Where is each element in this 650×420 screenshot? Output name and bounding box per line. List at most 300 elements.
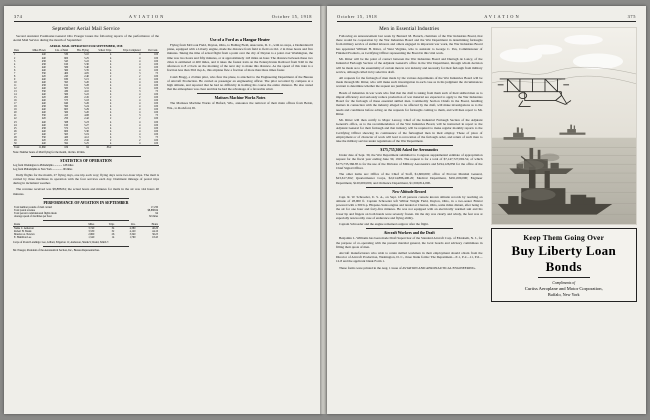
- table-cell: 4: [139, 126, 141, 130]
- table-cell: 100: [154, 123, 158, 127]
- table-cell: 588: [64, 120, 69, 124]
- table-cell: 100: [154, 120, 158, 124]
- article-headline-ford-hangar-heater: Use of a Ford as a Hangar Heater: [209, 37, 271, 42]
- table-cell: 440: [41, 108, 46, 112]
- table-caption: AERIAL MAIL OPERATION FOR SEPTEMBER, 1918: [49, 44, 123, 49]
- table-cell: 438: [41, 59, 46, 63]
- table-cell: 100: [154, 65, 158, 69]
- table-cell: 2: [110, 117, 112, 121]
- table-cell: 420: [64, 135, 69, 139]
- table-cell: 44.10: [152, 230, 158, 234]
- table-cell: 3: [139, 135, 141, 139]
- table-cell: 100: [154, 105, 158, 109]
- table-cell: 2: [110, 96, 112, 100]
- table-cell: 4: [110, 123, 112, 127]
- article-headline-essential-industries: Men in Essential Industries: [379, 27, 440, 32]
- table-header-cell: Lbs.: [115, 223, 136, 227]
- table-cell: 4,380: [129, 226, 136, 230]
- table-cell: 3,530: [88, 230, 95, 234]
- table-cell: 4: [110, 102, 112, 106]
- table-cell: 23: [14, 120, 17, 124]
- table-cell: 5.28: [84, 83, 89, 87]
- table-cell: 5.10: [84, 53, 89, 57]
- table-cell: 4: [139, 105, 141, 109]
- table-cell: 27: [14, 132, 17, 136]
- table-cell: 3: [139, 114, 141, 118]
- table-cell: 580: [64, 65, 69, 69]
- table-cell: 438: [41, 83, 46, 87]
- table-cell: 2.44: [84, 138, 89, 142]
- table-cell: 12: [14, 87, 17, 90]
- paragraph: The other items are: Office of the Chief of Staff, $1,600,000; office of Provost Marshal General, $23,617,362; Quartermaster Corps, $2,014,886,400.20; Medical Department, $291,000,000; Engineer Department, $120,000,000, and Ordnance Department, $1,569,814,000.: [336, 172, 483, 185]
- table-cell: 5.25: [84, 56, 89, 60]
- table-cell: 14: [14, 93, 17, 97]
- table-cell: 28: [14, 135, 17, 139]
- table-cell: 17,230: [150, 205, 158, 209]
- th-date: Date: [13, 49, 24, 53]
- table-cell: 440: [41, 77, 46, 81]
- divider: [43, 246, 129, 247]
- right-running-title: AVIATION: [484, 14, 521, 19]
- table-cell: 4: [110, 83, 112, 87]
- th-miles: Miles Flown: [24, 49, 47, 53]
- table-cell: 440: [41, 99, 46, 103]
- table-header-cell: Trips: [95, 223, 115, 227]
- left-running-head: [4, 14, 322, 19]
- table-cell: Total percent commissioned flights made: [14, 211, 57, 215]
- divider: [31, 156, 141, 157]
- table-cell: 4: [139, 83, 141, 87]
- table-cell: 530: [64, 53, 69, 57]
- table-cell: 430: [64, 90, 69, 94]
- table-cell: 330: [41, 90, 46, 94]
- table-cell: 438: [41, 126, 46, 130]
- table-cell: 4: [110, 120, 112, 124]
- paragraph: Aircraft manufacturers who wish to retain skilled workmen in their employment should obtain from the Director of Aircraft Production, Washington, D. C., three blank forms: The Department—P-1, P-2—11, P-6—12-8 and the applicant blank Form 1.: [336, 250, 483, 264]
- table-cell: 36.25: [152, 233, 158, 237]
- table-cell: 109: [64, 145, 69, 149]
- table-cell: 5.23: [84, 120, 89, 124]
- table-cell: 600: [64, 56, 69, 60]
- th-sched: Sched. Trips: [90, 49, 112, 53]
- table-cell: 20: [14, 111, 17, 115]
- table-cell: 100: [154, 132, 158, 136]
- table-cell: 1,540: [88, 236, 95, 240]
- table-cell: 400: [64, 71, 69, 75]
- th-completed: Trips Completed: [112, 49, 141, 53]
- aerial-mail-table: [13, 49, 159, 149]
- table-cell: 5.21: [84, 126, 89, 130]
- table-cell: 100: [154, 141, 158, 145]
- th-percent: Per Cent.: [141, 49, 159, 53]
- th-hours: Hrs. Flying: [69, 49, 90, 53]
- paragraph: All requests for the furlough of men made by the various departments of the War Industries Board will be made through Mr. Ritter, who will make such investigation in each case as in his judgment the circumstances warrant to determine whether the request are justified.: [336, 75, 483, 89]
- table-cell: 2.45: [84, 96, 89, 100]
- table-cell: 4: [139, 129, 141, 133]
- table-cell: 5.26: [84, 102, 89, 106]
- right-page: [327, 6, 646, 414]
- left-columns: [13, 27, 313, 408]
- table-cell: 630: [64, 77, 69, 81]
- table-cell: 30: [14, 141, 17, 145]
- table-cell: 440: [41, 141, 46, 145]
- table-cell: 565: [64, 132, 69, 136]
- table-cell: 4: [110, 93, 112, 97]
- table-cell: 5.30: [84, 62, 89, 66]
- paragraph: Under date of Sept. 30, the War Department submitted to Congress supplemental estimate of appropriation request for the fiscal year ending June 30, 1919. The request is for a total of $7,147,727,092.52, of which $175,735,366.85 is for the use of the Division of Military Aeronautics and $194,126,856 for the office of the Chief Signal Officer.: [336, 153, 483, 170]
- divider: [43, 198, 129, 199]
- table-cell: 4.12: [84, 135, 89, 139]
- stat-line: Log from Philadelphia to New York ............... 90 miles: [13, 168, 73, 172]
- table-cell: 16: [14, 99, 17, 103]
- ad-divider: [538, 277, 591, 278]
- left-issue-date: October 15, 1918: [271, 14, 312, 19]
- table-cell: 610: [64, 123, 69, 127]
- table-cell: 4: [139, 68, 141, 72]
- table-cell: 4: [110, 141, 112, 145]
- right-folio: 375: [627, 14, 636, 19]
- table-cell: 5.18: [84, 99, 89, 103]
- table-cell: 100: [154, 62, 158, 66]
- table-cell: 4: [110, 77, 112, 81]
- table-cell: 220: [41, 117, 46, 121]
- table-cell: 4: [139, 132, 141, 136]
- subhead-aircraft-workers-draft: Aircraft Workers and the Draft: [383, 231, 435, 236]
- table-cell: 4: [110, 62, 112, 66]
- table-header-cell: Miles: [74, 223, 95, 227]
- table-cell: 3,740: [88, 226, 95, 230]
- ad-advertiser-name: Curtiss Aeroplane and Motor Corporation,: [524, 286, 603, 291]
- table-cell: 4.05: [84, 71, 89, 75]
- table-cell: 4: [139, 87, 141, 90]
- left-head-rule: [14, 21, 312, 22]
- paragraph: Daily flights for the month, 27 flying days, one trip each way; flying days were two-hour trips. The mail is carried by three machines in operation with the four services each day. Dominant mileage of postal trips during in inclement weather.: [13, 172, 159, 186]
- table-cell: 245: [64, 74, 69, 78]
- table-cell: 2: [139, 138, 141, 142]
- table-cell: 5.35: [84, 68, 89, 72]
- table-cell: 4: [139, 108, 141, 112]
- table-note: Note: Number hours of Mail flying for the month, 144 hrs. 40 min.: [13, 150, 86, 154]
- table-cell: 5.29: [84, 108, 89, 112]
- table-cell: 1: [14, 53, 16, 57]
- right-head-rule: [337, 21, 636, 22]
- paragraph: Flying from McCook Field, Dayton, Ohio, to Bolling Field, Anacostia, D. C., with no stops, a Dedierdand 6 plane, equipped with a Liberty engine, made the distance from field to field on Oct. 2 in three hours and five minutes. Taking the time of actual flight from a point over the city of Dayton to a point over Washington, the time was two hours and fifty minutes, or at approximately 143 miles an hour. The distance between these two cities is estimated at 400 miles, and it takes the fastest train on the Pennsylvania Railroad from 9:40 in the afternoon to 8 o'clock on the morning of the next day to make this distance. As the speed of this train is a fraction less than 39.6 m.p.h., this airplane flew a fraction of more than three times faster.: [167, 43, 313, 73]
- illustration-artwork: [492, 28, 637, 224]
- table-cell: 9: [14, 77, 16, 81]
- table-cell: 15: [14, 96, 17, 100]
- table-cell: 260: [64, 96, 69, 100]
- table-cell: 1,790: [129, 236, 136, 240]
- table-cell: 595: [64, 80, 69, 84]
- table-cell: 2: [139, 74, 141, 78]
- table-cell: 100: [154, 108, 158, 112]
- table-cell: 590: [64, 105, 69, 109]
- table-cell: $8,888.84: [147, 208, 158, 212]
- ad-line-3: Compliments of: [552, 281, 576, 285]
- table-cell: 11: [14, 83, 17, 87]
- table-cell: E. Hamilton Lee: [14, 236, 32, 240]
- table-cell: 4: [139, 93, 141, 97]
- table-cell: 560: [64, 93, 69, 97]
- table-cell: 592: [64, 141, 69, 145]
- table-cell: 640: [64, 102, 69, 106]
- liberty-loan-advertisement: [491, 228, 638, 302]
- th-mail: Lbs. of Mail: [47, 49, 69, 53]
- table-cell: 5.19: [84, 132, 89, 136]
- table-cell: 5.20: [84, 111, 89, 115]
- right-running-head: [327, 14, 646, 19]
- table-cell: Robert H. Shank: [14, 230, 32, 234]
- table-cell: 4: [110, 59, 112, 63]
- right-columns: [336, 27, 637, 408]
- table-cell: 100: [154, 56, 158, 60]
- table-cell: 3: [139, 71, 141, 75]
- table-cell: 10: [14, 80, 17, 84]
- table-cell: 5.22: [84, 59, 89, 63]
- table-cell: 5.25: [84, 141, 89, 145]
- table-cell: 4: [110, 108, 112, 112]
- table-cell: 26: [111, 233, 115, 237]
- table-cell: 572: [64, 126, 69, 130]
- table-cell: 75: [155, 71, 158, 75]
- table-cell: 86.2: [106, 145, 112, 149]
- table-cell: 5.15: [84, 77, 89, 81]
- table-cell: 18.45: [152, 236, 158, 240]
- table-cell: Maurice A. Newton: [14, 233, 35, 237]
- table-cell: 438: [41, 105, 46, 109]
- left-page: [4, 6, 322, 414]
- left-folio: 374: [14, 14, 23, 19]
- table-cell: 5.40: [84, 65, 89, 69]
- table-cell: 4: [110, 68, 112, 72]
- left-column-1: [13, 27, 159, 408]
- table-cell: 438: [41, 62, 46, 66]
- table-header-cell: Route: [13, 223, 74, 227]
- table-cell: 75: [155, 135, 158, 139]
- table-cell: 4: [110, 129, 112, 133]
- right-issue-date: October 15, 1918: [337, 14, 378, 19]
- ad-advertiser-city: Buffalo, New York: [547, 292, 580, 297]
- table-cell: 82 miles: [149, 214, 158, 218]
- table-cell: Total number pounds of mail carried: [14, 205, 52, 209]
- subhead-aeronautics-appropriation: $175,735,366 Asked for Aeronautics: [380, 148, 439, 153]
- table-cell: 440: [41, 80, 46, 84]
- table-cell: 5.22: [84, 93, 89, 97]
- table-cell: 440: [41, 87, 46, 90]
- table-cell: 560: [64, 111, 69, 115]
- table-cell: 330: [41, 71, 46, 75]
- table-cell: 4: [110, 132, 112, 136]
- paragraph: These forms were printed in the Aug. 1 issue of AVIATION AND AERONAUTICAL ENGINEERING.: [339, 265, 476, 270]
- ad-line-1: Keep Them Going Over: [523, 233, 605, 242]
- table-cell: 4: [110, 53, 112, 57]
- table-cell: 612: [64, 83, 69, 87]
- table-cell: 560: [64, 68, 69, 72]
- table-cell: 4: [110, 56, 112, 60]
- table-cell: 4: [110, 90, 112, 94]
- table-cell: 100: [154, 83, 158, 87]
- table-cell: 19: [14, 108, 17, 112]
- divider: [366, 228, 453, 229]
- table-cell: 100: [154, 111, 158, 115]
- table-cell: 4.08: [84, 114, 89, 118]
- table-cell: 4: [110, 65, 112, 69]
- stat-line: Log from Washington to Philadelphia ............ 128 miles: [13, 164, 74, 168]
- paragraph: Captain Schroeder and the engine remained outgrew after the flight.: [339, 222, 429, 227]
- table-cell: 100: [154, 80, 158, 84]
- table-cell: 440: [41, 123, 46, 127]
- table-cell: 4: [110, 135, 112, 139]
- paragraph: Second Assistant Postmaster-General Otto Praeger issues the following reports of the performance of the Aerial Mail Service during the month of September:: [13, 34, 159, 43]
- table-cell: 100: [154, 99, 158, 103]
- table-cell: 440: [41, 129, 46, 133]
- table-cell: 94: [155, 211, 158, 215]
- table-cell: 100: [154, 129, 158, 133]
- table-cell: 4: [110, 114, 112, 118]
- table-cell: 2: [110, 74, 112, 78]
- table-cell: 8: [14, 74, 16, 78]
- biplane-over-battleships-illustration: [491, 27, 638, 225]
- table-cell: 4: [110, 99, 112, 103]
- table-header-cell: Hours: [136, 223, 159, 227]
- bureau-note: Mr. Praeger, President of the Aeronautical Section, Inc., Bureau Representatives.: [13, 249, 100, 253]
- table-cell: 46.20: [152, 226, 158, 230]
- table-cell: 100: [154, 77, 158, 81]
- table-cell: 4: [139, 59, 141, 63]
- table-cell: 3: [139, 90, 141, 94]
- paragraph: Following an announcement last week by Bernard M. Baruch, chairman of the War Industries Board, that there would be cooperation by the War Industries Board and the War Department in determining furloughs from military service of skilled laborers and others engaged in important war work, the War Industries Board has appointed William H. Ritter, of West Virginia, who is assistant to George C. Pan, Commissioner of Finished Products, as Certifying Officer representing the Board in this vital work.: [336, 34, 483, 55]
- paragraph: Benjamin L. Williams has been made Draft Supervisor of the Standard Aircraft Corp. of Elizabeth, N. J., for the purpose of co-operating with the present marshal general, the local boards and advisory committees in filling their quota of men.: [336, 236, 483, 249]
- table-cell: 255: [64, 138, 69, 142]
- divider: [43, 220, 129, 221]
- table-total-row: [13, 145, 159, 149]
- article-headline-mail-service: September Aerial Mail Service: [52, 27, 120, 32]
- table-cell: 4: [110, 126, 112, 130]
- table-cell: 100: [154, 68, 158, 72]
- paragraph: The revenue received was $8,888.84; the actual hours and minutes for mails in the air was 144 hours 40 minutes.: [13, 187, 159, 196]
- table-cell: 4: [139, 65, 141, 69]
- table-cell: 440: [41, 132, 46, 136]
- ad-line-2: Buy Liberty Loan Bonds: [511, 243, 616, 274]
- table-cell: 25: [14, 126, 17, 130]
- paragraph: Heads of industries in war work who find that the draft is taking from them such of their skilled men as to impair efficiency and seriously reduce production of war material are expected to apply to the War Industries Board for the furlough of these essential skilled men. Commodity Section Chiefs in the Board, handling matters in connection with the industry alleged to be affected by the draft, will make investigations as to the needs and conditions before acting on the requests for furloughs coming to them, and will then report to Mr. Ritter.: [336, 90, 483, 116]
- table-cell: 100: [154, 59, 158, 63]
- table-cell: 22: [14, 117, 17, 121]
- table-cell: 440: [41, 56, 46, 60]
- paragraph: Mr. Ritter will then certify to Major Lancey, Chief of the Industrial Furlough Section of the Adjutant General's office, as to the recommendation of the War Industries Board, will be instructed in report to the Adjutant General for their furlough and that industry will be required to make regular monthly reports to the Certifying Officer showing its continuance of the furloughed men in their employ. These of place of employment or of character of work will lead to revocation of the furlough order, and return of such men to take the military service under regulations of the War Department.: [336, 117, 483, 144]
- table-cell: 75: [155, 90, 158, 94]
- table-cell: 2: [139, 96, 141, 100]
- subhead-altitude-record: New Altitude Record: [392, 189, 427, 194]
- table-cell: 2: [139, 117, 141, 121]
- table-cell: 100: [154, 117, 158, 121]
- table-cell: 220: [41, 138, 46, 142]
- table-cell: 4: [139, 62, 141, 66]
- table-cell: 29: [14, 138, 17, 142]
- table-cell: 330: [41, 135, 46, 139]
- right-column-1: [336, 27, 483, 408]
- table-cell: 4: [110, 80, 112, 84]
- table-cell: 610: [64, 62, 69, 66]
- table-cell: 440: [41, 68, 46, 72]
- paragraph: Capt. R. W. Schroeder, U. S. A., on Sept. 18 all persons console known altitude records by reaching an altitude of 28,900 ft. Captain Schroeder left Wilbur Wright Field, Dayton, Ohio, in a two-seater Bristol powered with a 300 h.p. Hispano-Suiza engine and landed at Clanton, Ohio, some miles distant, after being in the air for one hour and forty-five minutes. He was not equipped with an electrically warmed suit and his lower lip and fingers on both hands were severely frozen. On the day was clearly and windy, the feat was at especially noteworthy case of endurance and flying ability.: [336, 194, 483, 220]
- table-cell: 440: [41, 102, 46, 106]
- table-cell: Average speed of machines per hour: [14, 214, 52, 218]
- table-cell: Name C. Anderson: [14, 226, 34, 230]
- table-cell: 440: [41, 93, 46, 97]
- table-cell: 4: [110, 105, 112, 109]
- table-cell: 26: [14, 129, 17, 133]
- subhead-matisses: Matisses Machine Works Notes: [214, 96, 266, 101]
- table-cell: 94: [86, 145, 89, 149]
- table-cell: 545: [64, 59, 69, 63]
- table-cell: 250: [64, 117, 69, 121]
- paragraph: The Matisses Machine Works of Buford, Wis., announce the removal of their main offices from Beloit, Wis., to Rockford, Ill.: [167, 101, 313, 110]
- table-cell: 4: [139, 111, 141, 115]
- table-row: [13, 236, 159, 239]
- table-cell: 2.40: [84, 74, 89, 78]
- divider: [197, 93, 283, 94]
- table-cell: 3,340: [129, 233, 136, 237]
- table-cell: 4: [110, 71, 112, 75]
- table-cell: 2.42: [84, 117, 89, 121]
- table-header-row: [13, 49, 159, 53]
- table-cell: 18: [14, 105, 17, 109]
- table-cell: 4: [110, 87, 112, 90]
- table-cell: 4: [110, 111, 112, 115]
- table-cell: 5.31: [84, 87, 89, 90]
- table-cell: 5.20: [84, 80, 89, 84]
- paragraph: Caleb Bragg, a civilian pilot, who flew the plane, is attached to the Engineering Department of the Bureau of Aircraft Production. He carried as passenger an engineering officer. The pilot recorded by compass at a high altitude, and reported that he had no difficulty in holding his course the entire distance. He also stated that the atmosphere was clear and that he had the advantage of a favorable wind.: [167, 74, 313, 92]
- table-cell: 6: [14, 68, 16, 72]
- table-cell: 2: [110, 138, 112, 142]
- table-cell: 34: [111, 226, 115, 230]
- table-cell: 575: [64, 99, 69, 103]
- table-cell: 440: [41, 111, 46, 115]
- statistics-subhead: STATISTICS OF OPERATION: [60, 159, 112, 164]
- table-cell: 7: [14, 71, 16, 75]
- right-column-2: [491, 27, 638, 408]
- table-cell: 21: [14, 114, 17, 118]
- table-cell: 14: [111, 236, 115, 240]
- table-cell: 4: [139, 102, 141, 106]
- table-cell: 100: [154, 102, 158, 106]
- divider: [366, 187, 453, 188]
- table-cell: 11,660: [38, 145, 46, 149]
- table-cell: 4: [139, 123, 141, 127]
- table-cell: 440: [41, 65, 46, 69]
- table-cell: 4: [139, 99, 141, 103]
- table-cell: 13: [14, 90, 17, 94]
- table-cell: 5.27: [84, 123, 89, 127]
- table-cell: 330: [41, 114, 46, 118]
- table-cell: 4,120: [129, 230, 136, 234]
- landing-note: Corps of Postal Landings: Lee, Gilbert, Edgerton 11; Anderson, Shank 9; Radel, Smith 7.: [13, 241, 110, 245]
- table-cell: 415: [64, 114, 69, 118]
- table-cell: 600: [64, 129, 69, 133]
- table-cell: 32: [111, 230, 115, 234]
- table-cell: 605: [64, 108, 69, 112]
- table-cell: 3: [14, 59, 16, 63]
- table-cell: 100: [154, 93, 158, 97]
- table-cell: 100: [154, 74, 158, 78]
- table-cell: 4: [139, 120, 141, 124]
- table-cell: 4: [14, 62, 16, 66]
- table-cell: Total: [14, 145, 20, 149]
- table-row: [13, 215, 159, 218]
- finance-table: [13, 206, 159, 218]
- table-cell: 4: [139, 56, 141, 60]
